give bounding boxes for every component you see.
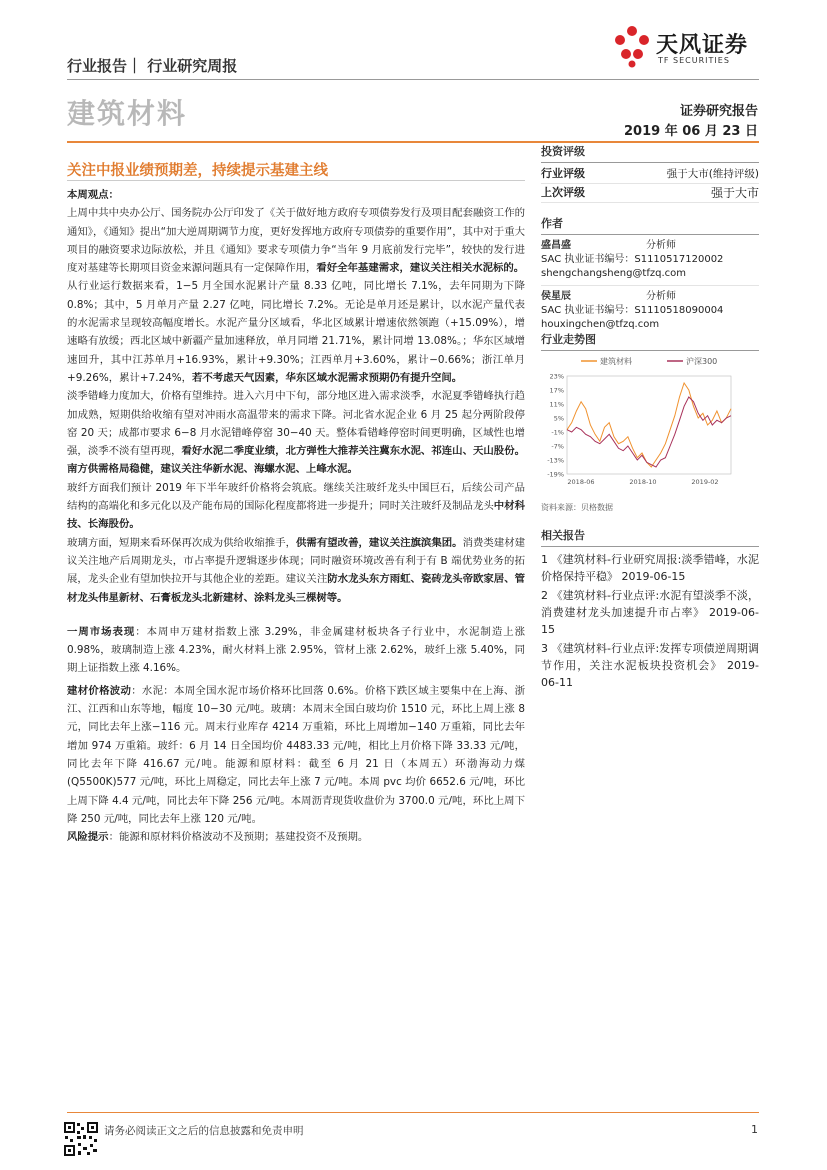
price-text: ：水泥：本周全国水泥市场价格环比回落 0.6%。价格下跌区域主要集中在上海、浙江、江西和山东等地，幅度 10−30 元/吨。玻璃：本周末全国白玻均价 1510 元，环比上周上涨 8 元，同比去年上涨−116 元。周末行业库存 4214 万重箱，环比上周增加−140 万重箱，同比去年增加 974 万重箱。玻纤：6 月 14 日全国均价 4483.33 元/吨，相比上月价格下降 33.33 元/吨，同比去年下降 416.67 元/吨。能源和原材料：截至 6 月 21 日（本周五）环渤海动力煤(Q5500K)577 元/吨，环比上周稳定，同比去年上涨 7 元/吨。本周 pvc 均价 6652.6 元/吨，环比上周下降 4.4 元/吨，同比去年下降 256 元/吨。本周沥青现货收盘价为 3700.0 元/吨，环比上周下降 250 元/吨，同比去年上涨 120 元/吨。 — [67, 684, 525, 825]
y-tick-label: -13% — [547, 456, 564, 465]
doc-label: 证券研究报告 — [679, 104, 758, 119]
trend-chart — [541, 352, 759, 492]
cement-output-text: 从行业运行数据来看，1−5 月全国水泥累计产量 8.33 亿吨，同比增长 7.1%，去年同期为下降 0.8%；其中，5 月单月产量 2.27 亿吨，同比增长 7.2%。无论是单月还是累计，以水泥产量代表的水泥需求呈现较高幅度增长。水泥产量分区域看，华北区域累计增速依然领跑（+15.09%），增速略有放缓；西北区域中新疆产量加速释放，单月同增 21.71%，累计同增 13.08%。；华东区域增速回升，其中江苏单月+16.93%，累计+9.30%；江西单月+3.60%，累计−0.66%；浙江单月+9.26%，累计+7.24%， — [67, 280, 525, 384]
author-email[interactable]: shengchangsheng@tfzq.com — [541, 268, 686, 279]
paragraph-fiberglass — [67, 479, 525, 534]
legend-label-building: 建筑材料 — [600, 357, 632, 366]
related-title: 相关报告 — [541, 527, 759, 547]
series-line-hs300 — [567, 397, 731, 467]
paragraph-off-peak — [67, 387, 525, 478]
trend-title: 行业走势图 — [541, 331, 759, 351]
authors-title: 作者 — [541, 215, 759, 235]
author-role: 分析师 — [646, 240, 676, 251]
author-email[interactable]: houxingchen@tfzq.com — [541, 319, 660, 330]
x-tick-label: 2019-02 — [691, 478, 719, 486]
paragraph-risk — [67, 828, 525, 846]
prev-rating-value: 强于大市 — [710, 186, 759, 200]
glass-conclusion: 供需有望改善，建议关注旗滨集团。 — [296, 536, 463, 549]
off-peak-text: 淡季错峰力度加大，价格有望维持。进入六月中下旬，部分地区进入需求淡季，水泥夏季错峰执行趋加成熟，短期供给收缩有望对冲雨水高温带来的需求下降。河北省水泥企业 6 月 25 起分两阶段停窑 20 天；成都市要求 6−8 月水泥错峰停窑 30−40 天。整体看错峰停窑时间更明确，区域性也增强，淡季不淡有望再现， — [67, 390, 525, 458]
author-sac: SAC 执业证书编号：S1110518090004 — [541, 305, 724, 316]
price-title: 建材价格波动 — [67, 684, 132, 697]
policy-text: 上周中共中央办公厅、国务院办公厅印发了《关于做好地方政府专项债券发行及项目配套融资工作的通知》，《通知》提出“加大逆周期调节力度，更好发挥地方政府专项债券的重要作用”，其中对于重大项目的融资要求边际放松，并且《通知》要求专项债力争“当年 9 月底前发行完毕”，较快的发行进度对基建等长期项目资金来源问题具有一定保障作用， — [67, 207, 525, 275]
header-divider — [67, 79, 759, 80]
market-title: 一周市场表现 — [67, 625, 136, 638]
series-line-building — [567, 383, 731, 467]
page-number: 1 — [751, 1123, 758, 1136]
policy-conclusion: 看好全年基建需求，建议关注相关水泥标的。 — [316, 262, 525, 275]
y-tick-label: -1% — [551, 428, 564, 437]
cement-output-conclusion: 若不考虑天气因素，华东区域水泥需求预期仍有提升空间。 — [192, 371, 463, 384]
tf-logo-icon — [612, 24, 652, 68]
brand-name-en: TF SECURITIES — [658, 56, 730, 65]
paragraph-price — [67, 682, 525, 828]
market-text: ：本周申万建材指数上涨 3.29%，非金属建材板块各子行业中，水泥制造上涨 0.98%，玻璃制造上涨 4.23%，耐火材料上涨 2.95%，管材上涨 2.62%，玻纤上涨 5.40%，同期上证指数上涨 4.16%。 — [67, 625, 526, 675]
related-report-link[interactable]: 2 《建筑材料-行业点评:水泥有望淡季不淡，消费建材龙头加速提升市占率》 2019-06-15 — [541, 589, 759, 636]
fiberglass-text: 玻纤方面我们预计 2019 年下半年玻纤价格将会筑底。继续关注玻纤龙头中国巨石，后续公司产品结构的高端化和多元化以及产能布局的国际化程度都将进一步提升；同时关注玻纤及制品龙头 — [67, 481, 525, 513]
rating-panel — [541, 143, 759, 203]
prev-rating-row — [541, 184, 759, 203]
footer-disclaimer: 请务必阅读正文之后的信息披露和免责申明 — [104, 1125, 304, 1137]
related-panel — [541, 527, 759, 693]
glass-text: 玻璃方面，短期来看环保再次成为供给收缩推手， — [67, 536, 297, 549]
y-tick-label: 23% — [549, 372, 564, 381]
brand-logo — [612, 24, 762, 74]
author-name: 侯星辰 — [541, 291, 571, 302]
consumer-building-conclusion: 防水龙头东方雨虹、瓷砖龙头帝欧家居、管材龙头伟星新材、石膏板龙头北新建材、涂料龙头三棵树等。 — [67, 573, 526, 604]
paragraph-glass — [67, 534, 525, 607]
prev-rating-label: 上次评级 — [541, 186, 585, 199]
y-tick-label: 5% — [553, 414, 564, 423]
author-role: 分析师 — [646, 291, 676, 302]
headline: 关注中报业绩预期差，持续提示基建主线 — [67, 163, 328, 179]
chart-frame — [567, 376, 731, 474]
y-tick-label: -19% — [547, 470, 564, 479]
qr-code-icon — [63, 1121, 99, 1157]
paragraph-policy — [67, 204, 525, 277]
author-card — [541, 290, 759, 332]
main-body — [67, 186, 525, 846]
authors-panel — [541, 215, 759, 332]
consumer-building-text: 消费类建材建议关注地产后周期龙头，市占率提升逻辑逐步体现；同时融资环境改善有利于有 B 端优势业务的拓展，龙头企业有望加快拉开与其他企业的差距。建议关注 — [67, 536, 526, 586]
legend-label-hs300: 沪深300 — [686, 357, 718, 366]
y-tick-label: 11% — [549, 400, 564, 409]
trend-panel — [541, 331, 759, 353]
chart-legend — [581, 356, 717, 366]
risk-title: 风险提示 — [67, 831, 109, 844]
y-tick-label: 17% — [549, 386, 564, 395]
y-tick-label: -7% — [551, 442, 564, 451]
chart-source: 资料来源：贝格数据 — [541, 503, 613, 512]
paragraph-market — [67, 623, 525, 678]
report-type: 行业报告｜ 行业研究周报 — [67, 57, 238, 75]
paragraph-cement-output — [67, 277, 525, 387]
industry-title: 建筑材料 — [67, 97, 188, 130]
related-report-link[interactable]: 1 《建筑材料-行业研究周报:淡季错峰，水泥价格保持平稳》 2019-06-15 — [541, 553, 759, 583]
footer-divider — [67, 1112, 759, 1113]
report-date: 2019 年 06 月 23 日 — [624, 124, 758, 139]
author-sac: SAC 执业证书编号：S1110517120002 — [541, 254, 724, 265]
x-tick-label: 2018-06 — [567, 478, 595, 486]
author-name: 盛昌盛 — [541, 240, 571, 251]
rating-row — [541, 165, 759, 184]
risk-text: ：能源和原材料价格波动不及预期；基建投资不及预期。 — [108, 831, 369, 844]
headline-divider — [67, 180, 525, 181]
rating-value: 强于大市(维持评级) — [666, 168, 759, 180]
brand-name-cn: 天风证券 — [656, 33, 749, 58]
off-peak-conclusion: 看好水泥二季度业绩，北方弹性大推荐关注冀东水泥、祁连山、天山股份。南方供需格局稳健，建议关注华新水泥、海螺水泥、上峰水泥。 — [67, 445, 526, 476]
rating-title: 投资评级 — [541, 143, 759, 163]
section-title: 本周观点： — [67, 189, 119, 201]
author-card — [541, 239, 759, 281]
related-report-link[interactable]: 3 《建筑材料-行业点评:发挥专项债逆周期调节作用，关注水泥板块投资机会》 2019-06-11 — [541, 642, 759, 689]
fiberglass-conclusion: 中材科技、长海股份。 — [67, 500, 526, 531]
rating-label: 行业评级 — [541, 167, 585, 180]
x-tick-label: 2018-10 — [629, 478, 657, 486]
related-list — [541, 551, 759, 691]
